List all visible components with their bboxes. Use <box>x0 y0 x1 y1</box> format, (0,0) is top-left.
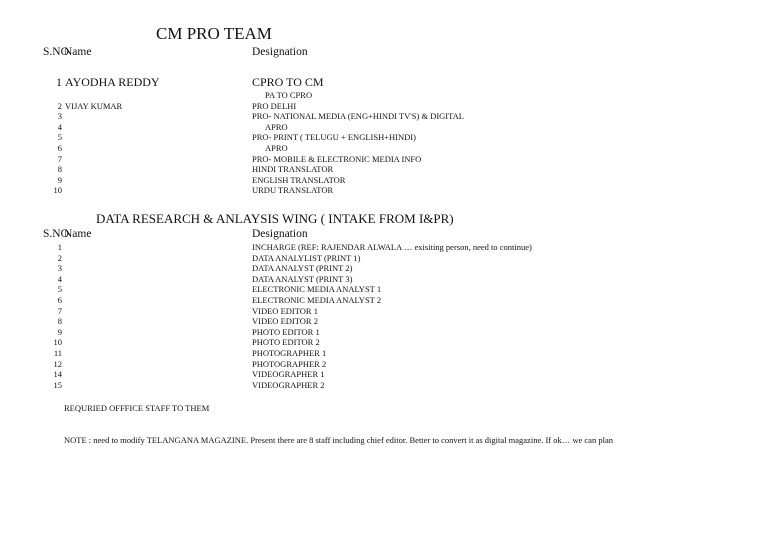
row-sno: 1 <box>57 242 62 252</box>
team-first-sno: 1 <box>56 75 62 89</box>
row-designation: PHOTO EDITOR 1 <box>252 326 320 337</box>
wing-title: DATA RESEARCH & ANLAYSIS WING ( INTAKE FROM I&PR) <box>96 211 454 226</box>
row-sno: 7 <box>57 153 62 164</box>
row-designation: VIDEOGRAPHER 2 <box>252 379 325 390</box>
row-sno: 6 <box>57 295 62 305</box>
row-designation: PRO DELHI <box>252 100 297 111</box>
team-first-name: AYODHA REDDY <box>65 75 160 89</box>
row-designation: HINDI TRANSLATOR <box>252 164 334 175</box>
row-designation: PHOTOGRAPHER 1 <box>252 348 327 358</box>
row-sno: 14 <box>53 369 62 380</box>
row-sno: 10 <box>53 337 62 348</box>
row-designation: VIDEO EDITOR 2 <box>252 316 318 327</box>
row-sno: 2 <box>57 100 62 111</box>
row-sno: 4 <box>57 273 62 284</box>
row-designation: ENGLISH TRANSLATOR <box>252 174 346 185</box>
row-sno: 12 <box>53 358 62 369</box>
row-sno: 8 <box>57 316 62 327</box>
row-designation: ELECTRONIC MEDIA ANALYST 2 <box>252 295 382 305</box>
row-designation: APRO <box>265 143 288 153</box>
row-designation: DATA ANALYLIST (PRINT 1) <box>252 252 361 263</box>
row-sno: 5 <box>57 132 62 143</box>
row-designation: DATA ANALYST (PRINT 2) <box>252 263 353 274</box>
row-designation: PA TO CPRO <box>265 90 313 100</box>
row-designation: APRO <box>265 121 288 132</box>
wing-col-sno: S.NO <box>43 228 69 240</box>
row-sno: 9 <box>57 174 62 185</box>
row-designation: VIDEO EDITOR 1 <box>252 305 318 316</box>
row-sno: 3 <box>57 111 62 122</box>
row-sno: 10 <box>53 185 62 196</box>
wing-col-name: Name <box>64 228 92 240</box>
note-text: NOTE : need to modify TELANGANA MAGAZINE. Present there are 8 staff including chief editor. Better to convert it as digital magazine. If ok… we can plan <box>64 435 613 445</box>
row-designation: PRO- PRINT ( TELUGU + ENGLISH+HINDI) <box>252 132 416 143</box>
row-designation: PRO- NATIONAL MEDIA (ENG+HINDI TV'S) & DIGITAL <box>252 111 464 122</box>
team-first-designation: CPRO TO CM <box>252 75 324 89</box>
row-designation: PHOTOGRAPHER 2 <box>252 358 327 369</box>
row-designation: DATA ANALYST (PRINT 3) <box>252 273 353 284</box>
row-sno: 15 <box>53 379 62 390</box>
row-sno: 3 <box>57 263 62 274</box>
row-designation: PHOTO EDITOR 2 <box>252 337 320 348</box>
row-sno: 9 <box>57 326 62 337</box>
team-title: CM PRO TEAM <box>156 24 272 43</box>
required-staff-text: REQURIED OFFFICE STAFF TO THEM <box>64 403 210 413</box>
row-designation: INCHARGE (REF: RAJENDAR ALWALA … exisiting person, need to continue) <box>252 242 532 252</box>
row-designation: ELECTRONIC MEDIA ANALYST 1 <box>252 284 382 295</box>
wing-col-designation: Designation <box>252 228 308 240</box>
row-sno: 5 <box>57 284 62 295</box>
row-designation: VIDEOGRAPHER 1 <box>252 369 325 380</box>
team-col-designation: Designation <box>252 46 308 58</box>
team-col-sno: S.NO <box>43 46 69 58</box>
row-designation: PRO- MOBILE & ELECTRONIC MEDIA INFO <box>252 153 422 164</box>
row-sno: 8 <box>57 164 62 175</box>
row-sno: 2 <box>57 252 62 263</box>
row-designation: URDU TRANSLATOR <box>252 185 334 196</box>
row-sno: 11 <box>53 348 62 358</box>
team-col-name: Name <box>64 46 92 58</box>
row-sno: 4 <box>57 121 62 132</box>
row-sno: 7 <box>57 305 62 316</box>
row-sno: 6 <box>57 143 62 153</box>
row-name: VIJAY KUMAR <box>65 100 123 111</box>
